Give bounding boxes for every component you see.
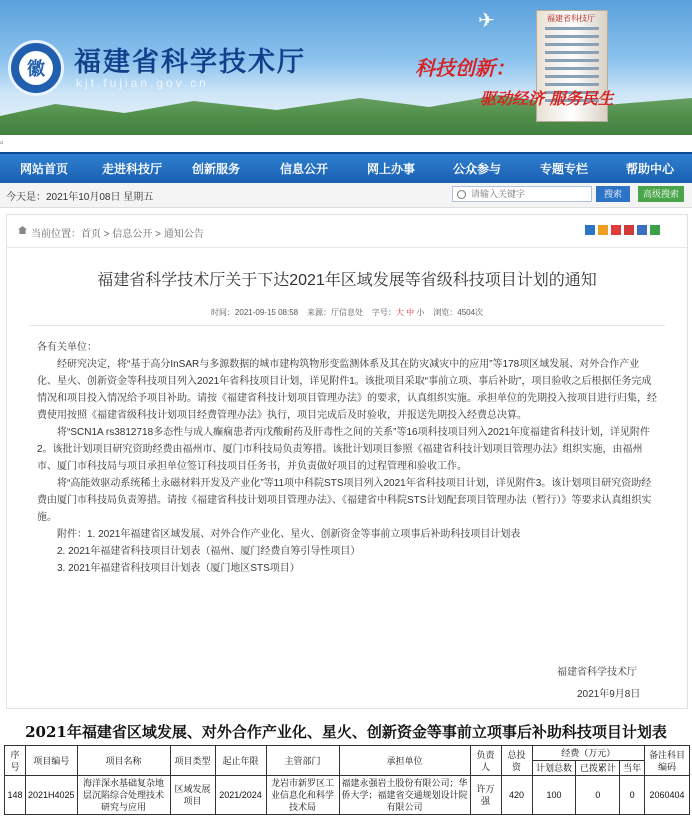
meta-views: 浏览：4504次 bbox=[433, 308, 484, 317]
article-container bbox=[6, 214, 688, 709]
cell-period: 2021/2024 bbox=[215, 776, 266, 815]
cell-remark: 2060404 bbox=[645, 776, 690, 815]
cell-seq: 148 bbox=[5, 776, 26, 815]
cell-current-year: 0 bbox=[620, 776, 645, 815]
share-qzone-icon[interactable] bbox=[598, 225, 608, 235]
nav-item-info[interactable]: 信息公开 bbox=[280, 162, 329, 176]
search-button[interactable]: 搜索 bbox=[596, 186, 630, 202]
paragraph-2: 将“SCN1A rs3812718多态性与成人癫痫患者丙戊酸耐药及肝毒性之间的关系”等16项科技项目列入2021年度福建省科技计划，详见附件2。该批计划项目研究资助经费由福州市、厦门市科技局负责筹措。该批计划项目参照《福建省科技计划项目管理办法》组织实施，由福州市、厦门市科技局与项目承担单位签订科技项目任务书，并负责做好项目的过程管理和验收工作。 bbox=[37, 427, 650, 472]
header-plan-total: 计划总数 bbox=[532, 761, 576, 776]
header-code: 项目编号 bbox=[26, 746, 78, 776]
title-divider bbox=[29, 325, 665, 326]
search-icon bbox=[457, 190, 466, 199]
building-sign: 福建省科技厅 bbox=[547, 14, 595, 23]
table-row bbox=[5, 776, 690, 815]
issue-date: 2021年9月8日 bbox=[577, 689, 641, 700]
attachment-1[interactable]: 附件：1. 2021年福建省区域发展、对外合作产业化、星火、创新资金等事前立项事后补助科技项目计划表 bbox=[57, 529, 521, 540]
share-plus-icon[interactable] bbox=[585, 225, 595, 235]
font-size-large[interactable]: 大 bbox=[395, 308, 404, 317]
article-meta bbox=[7, 307, 687, 318]
header-unit: 承担单位 bbox=[339, 746, 470, 776]
site-url: kjt.fujian.gov.cn bbox=[76, 76, 209, 90]
header-name: 项目名称 bbox=[77, 746, 170, 776]
cell-code: 2021H4025 bbox=[26, 776, 78, 815]
site-logo[interactable] bbox=[8, 40, 64, 96]
cell-total-invest: 420 bbox=[501, 776, 532, 815]
share-tencent-icon[interactable] bbox=[624, 225, 634, 235]
emblem-icon: 徽 bbox=[19, 51, 53, 85]
salutation: 各有关单位： bbox=[37, 342, 97, 353]
slogan-line2: 驱动经济 服务民生 bbox=[480, 89, 614, 108]
header-total-invest: 总投资 bbox=[501, 746, 532, 776]
nav-item-topics[interactable]: 专题专栏 bbox=[540, 162, 589, 176]
cell-dept: 龙岩市新罗区工业信息化和科学技术局 bbox=[266, 776, 339, 815]
header-funds: 经费（万元） bbox=[532, 746, 644, 761]
nav-item-help[interactable]: 帮助中心 bbox=[626, 162, 675, 176]
article-title: 福建省科学技术厅关于下达2021年区域发展等省级科技项目计划的通知 bbox=[97, 272, 597, 289]
main-nav bbox=[0, 152, 692, 184]
font-size-medium[interactable]: 中 bbox=[406, 308, 415, 317]
current-date: 今天是：2021年10月08日 星期五 bbox=[6, 192, 154, 203]
nav-item-about[interactable]: 走进科技厅 bbox=[102, 162, 163, 176]
header-seq: 序号 bbox=[5, 746, 26, 776]
signature: 福建省科学技术厅 bbox=[557, 667, 637, 678]
nav-item-home[interactable]: 网站首页 bbox=[20, 162, 69, 176]
slogan-line1: 科技创新： bbox=[415, 56, 515, 80]
site-header bbox=[0, 0, 692, 135]
header-leader: 负责人 bbox=[470, 746, 501, 776]
broken-image-icon: ▫ bbox=[0, 138, 4, 149]
header-type: 项目类型 bbox=[170, 746, 215, 776]
attachment-3[interactable]: 3. 2021年福建省科技项目计划表（厦门地区STS项目） bbox=[57, 563, 300, 574]
project-table bbox=[4, 745, 690, 815]
cell-allocated: 0 bbox=[576, 776, 620, 815]
cell-name: 海洋深水基础复杂地层沉陷综合处理技术研究与应用 bbox=[77, 776, 170, 815]
header-dept: 主管部门 bbox=[266, 746, 339, 776]
header-current-year: 当年 bbox=[620, 761, 645, 776]
breadcrumb[interactable]: 当前位置：首页 > 信息公开 > 通知公告 bbox=[31, 229, 204, 240]
cell-type: 区域发展项目 bbox=[170, 776, 215, 815]
paragraph-3: 将“高能效驱动系统稀土永磁材料开发及产业化”等11项中科院STS项目列入2021年省科技项目计划，详见附件3。该计划项目研究资助经费由厦门市科技局负责筹措。请按《福建省科技计划项目管理办法》、《福建省中科院STS计划配套项目管理办法（暂行）》等要求认真组织实施。 bbox=[37, 478, 652, 523]
airplane-icon: ✈ bbox=[478, 10, 495, 32]
advanced-search-button[interactable]: 高级搜索 bbox=[638, 186, 684, 202]
date-search-bar bbox=[0, 183, 692, 208]
table-title: 2021年福建省区域发展、对外合作产业化、星火、创新资金等事前立项事后补助科技项目计划表 bbox=[25, 723, 667, 741]
share-weibo-icon[interactable] bbox=[611, 225, 621, 235]
share-renren-icon[interactable] bbox=[637, 225, 647, 235]
cell-leader: 许万强 bbox=[470, 776, 501, 815]
table-header-row bbox=[5, 746, 690, 761]
search-input[interactable] bbox=[452, 186, 592, 202]
cell-unit: 福建永强岩土股份有限公司；华侨大学；福建省交通规划设计院有限公司 bbox=[339, 776, 470, 815]
cell-plan-total: 100 bbox=[532, 776, 576, 815]
header-allocated: 已拨累计 bbox=[576, 761, 620, 776]
header-remark: 备注科目编码 bbox=[645, 746, 690, 776]
meta-source: 来源：厅信息处 bbox=[307, 308, 363, 317]
site-title[interactable]: 福建省科学技术厅 bbox=[74, 47, 306, 78]
article-body bbox=[37, 339, 657, 577]
meta-font-label: 字号： bbox=[371, 308, 396, 317]
nav-item-online[interactable]: 网上办事 bbox=[367, 162, 416, 176]
nav-item-services[interactable]: 创新服务 bbox=[192, 162, 241, 176]
attachment-2[interactable]: 2. 2021年福建省科技项目计划表（福州、厦门经费自筹引导性项目） bbox=[57, 546, 361, 557]
meta-time: 时间：2021-09-15 08:58 bbox=[210, 308, 299, 317]
share-icons bbox=[585, 225, 660, 235]
font-size-small[interactable]: 小 bbox=[416, 308, 425, 317]
nav-item-participation[interactable]: 公众参与 bbox=[453, 162, 502, 176]
breadcrumb-bar bbox=[7, 215, 687, 248]
home-icon bbox=[18, 226, 27, 234]
share-wechat-icon[interactable] bbox=[650, 225, 660, 235]
paragraph-1: 经研究决定，将“基于高分InSAR与多源数据的城市建构筑物形变监测体系及其在防灾减灾中的应用”等178项区域发展、对外合作产业化、星火、创新资金等科技项目列入2021年省科技项目计划，详见附件1。该批项目采取“事前立项、事后补助”，项目验收之后根据任务完成情况和项目投入情况给予项目补助。请按《福建省科技计划项目管理办法》的要求，认真组织实施。承担单位的先期投入按项目进行归集，经费使用按照《福建省级科技计划项目经费管理办法》执行，项目完成后及时验收，并报送先期投入经费总决算。 bbox=[37, 359, 657, 421]
header-period: 起止年限 bbox=[215, 746, 266, 776]
